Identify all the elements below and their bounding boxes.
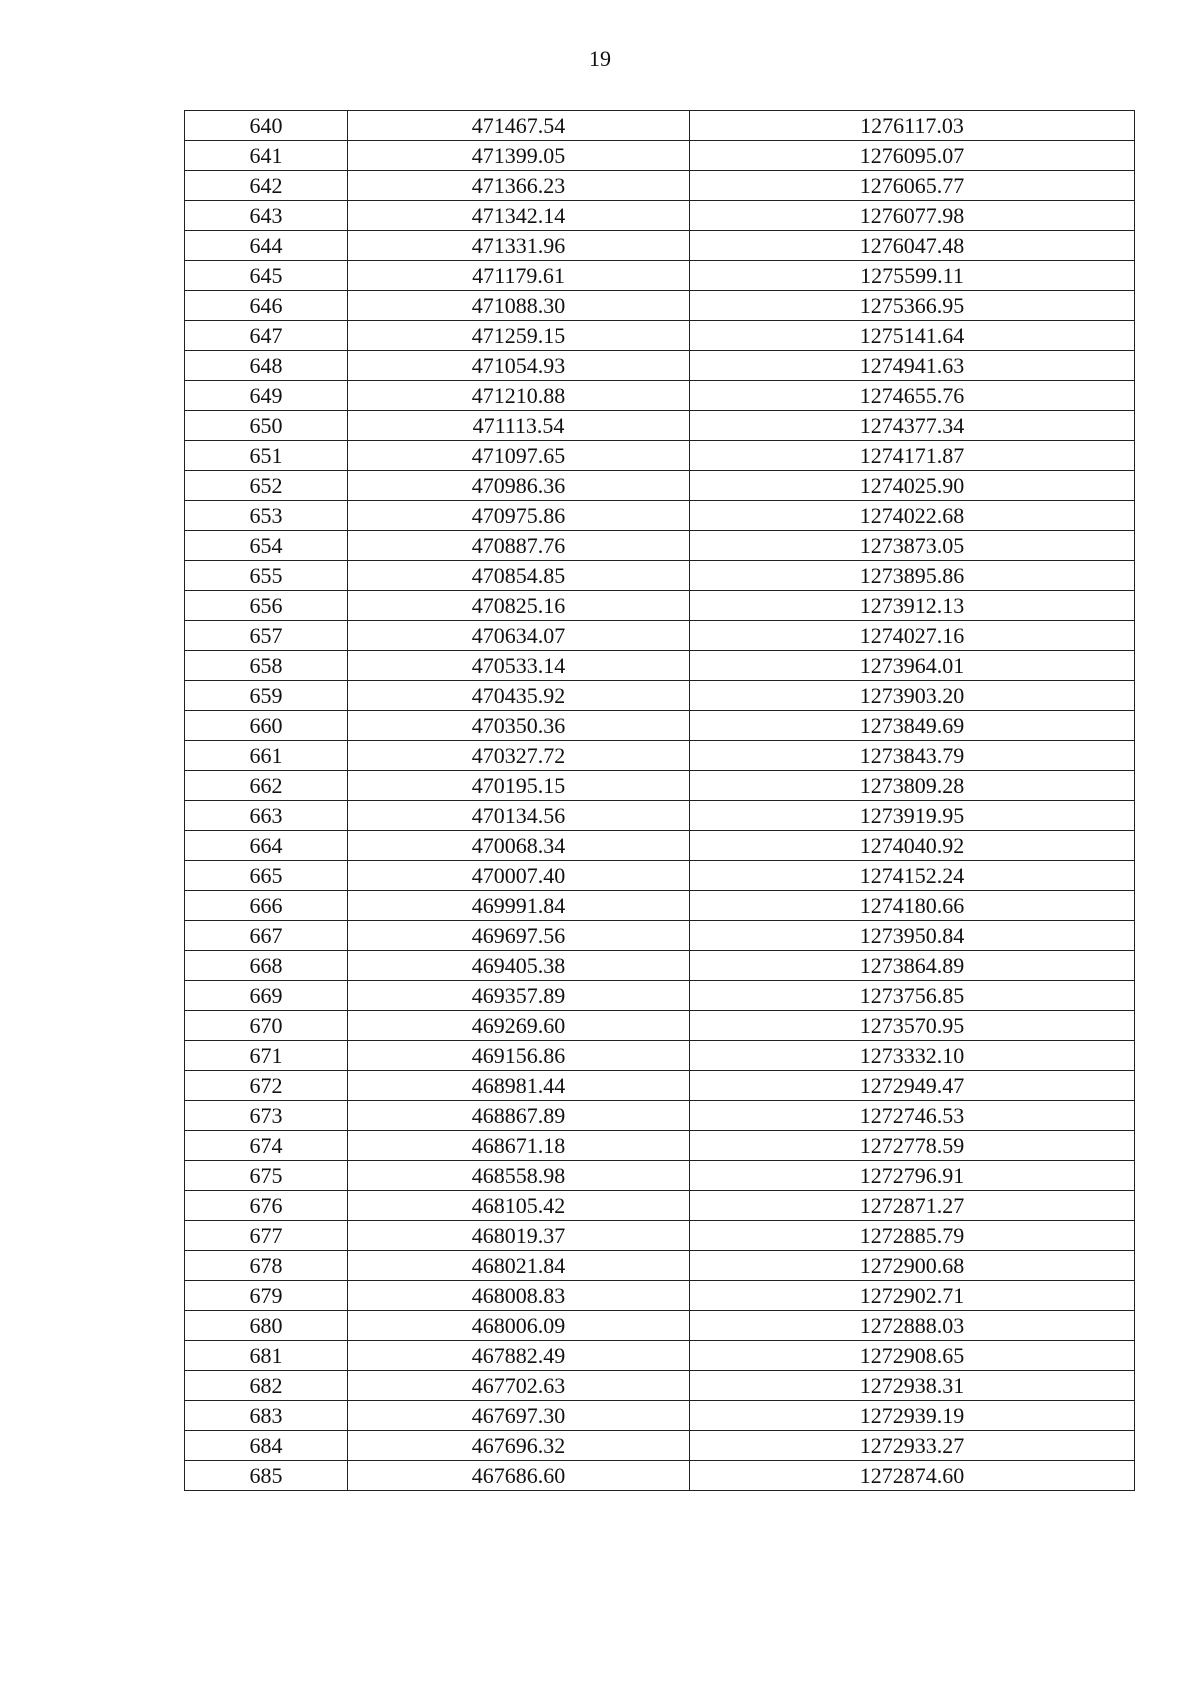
point-number-cell: 660 <box>185 711 348 741</box>
table-row <box>185 1311 1135 1341</box>
table-row <box>185 471 1135 501</box>
y-coordinate-cell: 1273873.05 <box>690 531 1135 561</box>
table-row <box>185 861 1135 891</box>
y-coordinate-cell: 1272778.59 <box>690 1131 1135 1161</box>
point-number-cell: 644 <box>185 231 348 261</box>
point-number-cell: 678 <box>185 1251 348 1281</box>
x-coordinate-cell: 467882.49 <box>348 1341 690 1371</box>
y-coordinate-cell: 1272885.79 <box>690 1221 1135 1251</box>
point-number-cell: 643 <box>185 201 348 231</box>
table-row <box>185 771 1135 801</box>
x-coordinate-cell: 471179.61 <box>348 261 690 291</box>
table-row <box>185 801 1135 831</box>
point-number-cell: 668 <box>185 951 348 981</box>
table-row <box>185 1341 1135 1371</box>
point-number-cell: 661 <box>185 741 348 771</box>
table-row <box>185 201 1135 231</box>
x-coordinate-cell: 467702.63 <box>348 1371 690 1401</box>
y-coordinate-cell: 1272908.65 <box>690 1341 1135 1371</box>
point-number-cell: 658 <box>185 651 348 681</box>
y-coordinate-cell: 1273964.01 <box>690 651 1135 681</box>
x-coordinate-cell: 470887.76 <box>348 531 690 561</box>
y-coordinate-cell: 1272938.31 <box>690 1371 1135 1401</box>
point-number-cell: 666 <box>185 891 348 921</box>
x-coordinate-cell: 468021.84 <box>348 1251 690 1281</box>
y-coordinate-cell: 1272871.27 <box>690 1191 1135 1221</box>
y-coordinate-cell: 1274027.16 <box>690 621 1135 651</box>
x-coordinate-cell: 471054.93 <box>348 351 690 381</box>
x-coordinate-cell: 469357.89 <box>348 981 690 1011</box>
table-row <box>185 951 1135 981</box>
x-coordinate-cell: 468008.83 <box>348 1281 690 1311</box>
x-coordinate-cell: 469269.60 <box>348 1011 690 1041</box>
y-coordinate-cell: 1276077.98 <box>690 201 1135 231</box>
table-row <box>185 321 1135 351</box>
point-number-cell: 665 <box>185 861 348 891</box>
y-coordinate-cell: 1273903.20 <box>690 681 1135 711</box>
point-number-cell: 662 <box>185 771 348 801</box>
table-row <box>185 111 1135 141</box>
x-coordinate-cell: 471113.54 <box>348 411 690 441</box>
y-coordinate-cell: 1274941.63 <box>690 351 1135 381</box>
x-coordinate-cell: 468105.42 <box>348 1191 690 1221</box>
point-number-cell: 684 <box>185 1431 348 1461</box>
y-coordinate-cell: 1273843.79 <box>690 741 1135 771</box>
y-coordinate-cell: 1276095.07 <box>690 141 1135 171</box>
x-coordinate-cell: 470975.86 <box>348 501 690 531</box>
table-row <box>185 411 1135 441</box>
point-number-cell: 674 <box>185 1131 348 1161</box>
y-coordinate-cell: 1272796.91 <box>690 1161 1135 1191</box>
point-number-cell: 647 <box>185 321 348 351</box>
x-coordinate-cell: 471088.30 <box>348 291 690 321</box>
coordinates-table-container <box>184 110 1135 1491</box>
y-coordinate-cell: 1272900.68 <box>690 1251 1135 1281</box>
point-number-cell: 651 <box>185 441 348 471</box>
table-row <box>185 591 1135 621</box>
table-row <box>185 1131 1135 1161</box>
x-coordinate-cell: 470986.36 <box>348 471 690 501</box>
table-row <box>185 981 1135 1011</box>
x-coordinate-cell: 471259.15 <box>348 321 690 351</box>
x-coordinate-cell: 468019.37 <box>348 1221 690 1251</box>
x-coordinate-cell: 470068.34 <box>348 831 690 861</box>
table-row <box>185 561 1135 591</box>
y-coordinate-cell: 1272746.53 <box>690 1101 1135 1131</box>
coordinates-table-body <box>185 111 1135 1491</box>
point-number-cell: 669 <box>185 981 348 1011</box>
x-coordinate-cell: 470327.72 <box>348 741 690 771</box>
y-coordinate-cell: 1276065.77 <box>690 171 1135 201</box>
y-coordinate-cell: 1276117.03 <box>690 111 1135 141</box>
table-row <box>185 531 1135 561</box>
table-row <box>185 1071 1135 1101</box>
point-number-cell: 671 <box>185 1041 348 1071</box>
point-number-cell: 685 <box>185 1461 348 1491</box>
point-number-cell: 653 <box>185 501 348 531</box>
table-row <box>185 1281 1135 1311</box>
x-coordinate-cell: 468558.98 <box>348 1161 690 1191</box>
table-row <box>185 651 1135 681</box>
x-coordinate-cell: 470007.40 <box>348 861 690 891</box>
x-coordinate-cell: 471097.65 <box>348 441 690 471</box>
point-number-cell: 646 <box>185 291 348 321</box>
point-number-cell: 663 <box>185 801 348 831</box>
y-coordinate-cell: 1274022.68 <box>690 501 1135 531</box>
table-row <box>185 351 1135 381</box>
y-coordinate-cell: 1273332.10 <box>690 1041 1135 1071</box>
x-coordinate-cell: 467697.30 <box>348 1401 690 1431</box>
y-coordinate-cell: 1274025.90 <box>690 471 1135 501</box>
point-number-cell: 664 <box>185 831 348 861</box>
table-row <box>185 1041 1135 1071</box>
y-coordinate-cell: 1272888.03 <box>690 1311 1135 1341</box>
point-number-cell: 652 <box>185 471 348 501</box>
x-coordinate-cell: 470533.14 <box>348 651 690 681</box>
y-coordinate-cell: 1274040.92 <box>690 831 1135 861</box>
x-coordinate-cell: 470435.92 <box>348 681 690 711</box>
y-coordinate-cell: 1275599.11 <box>690 261 1135 291</box>
y-coordinate-cell: 1273570.95 <box>690 1011 1135 1041</box>
table-row <box>185 1371 1135 1401</box>
table-row <box>185 1221 1135 1251</box>
table-row <box>185 621 1135 651</box>
table-row <box>185 741 1135 771</box>
y-coordinate-cell: 1273864.89 <box>690 951 1135 981</box>
y-coordinate-cell: 1273950.84 <box>690 921 1135 951</box>
y-coordinate-cell: 1274655.76 <box>690 381 1135 411</box>
point-number-cell: 642 <box>185 171 348 201</box>
point-number-cell: 670 <box>185 1011 348 1041</box>
point-number-cell: 672 <box>185 1071 348 1101</box>
point-number-cell: 650 <box>185 411 348 441</box>
x-coordinate-cell: 468867.89 <box>348 1101 690 1131</box>
point-number-cell: 680 <box>185 1311 348 1341</box>
y-coordinate-cell: 1272939.19 <box>690 1401 1135 1431</box>
point-number-cell: 649 <box>185 381 348 411</box>
table-row <box>185 501 1135 531</box>
x-coordinate-cell: 470350.36 <box>348 711 690 741</box>
x-coordinate-cell: 470634.07 <box>348 621 690 651</box>
table-row <box>185 1251 1135 1281</box>
y-coordinate-cell: 1274180.66 <box>690 891 1135 921</box>
point-number-cell: 657 <box>185 621 348 651</box>
point-number-cell: 655 <box>185 561 348 591</box>
x-coordinate-cell: 471366.23 <box>348 171 690 201</box>
point-number-cell: 656 <box>185 591 348 621</box>
x-coordinate-cell: 467686.60 <box>348 1461 690 1491</box>
y-coordinate-cell: 1274377.34 <box>690 411 1135 441</box>
point-number-cell: 675 <box>185 1161 348 1191</box>
table-row <box>185 231 1135 261</box>
point-number-cell: 682 <box>185 1371 348 1401</box>
x-coordinate-cell: 468671.18 <box>348 1131 690 1161</box>
y-coordinate-cell: 1273809.28 <box>690 771 1135 801</box>
point-number-cell: 659 <box>185 681 348 711</box>
x-coordinate-cell: 470825.16 <box>348 591 690 621</box>
point-number-cell: 673 <box>185 1101 348 1131</box>
y-coordinate-cell: 1273912.13 <box>690 591 1135 621</box>
table-row <box>185 1101 1135 1131</box>
y-coordinate-cell: 1273756.85 <box>690 981 1135 1011</box>
point-number-cell: 667 <box>185 921 348 951</box>
table-row <box>185 261 1135 291</box>
point-number-cell: 677 <box>185 1221 348 1251</box>
y-coordinate-cell: 1276047.48 <box>690 231 1135 261</box>
y-coordinate-cell: 1272933.27 <box>690 1431 1135 1461</box>
x-coordinate-cell: 471210.88 <box>348 381 690 411</box>
point-number-cell: 681 <box>185 1341 348 1371</box>
y-coordinate-cell: 1275141.64 <box>690 321 1135 351</box>
table-row <box>185 1011 1135 1041</box>
y-coordinate-cell: 1275366.95 <box>690 291 1135 321</box>
table-row <box>185 1191 1135 1221</box>
x-coordinate-cell: 469991.84 <box>348 891 690 921</box>
x-coordinate-cell: 467696.32 <box>348 1431 690 1461</box>
table-row <box>185 141 1135 171</box>
x-coordinate-cell: 471342.14 <box>348 201 690 231</box>
x-coordinate-cell: 469156.86 <box>348 1041 690 1071</box>
point-number-cell: 645 <box>185 261 348 291</box>
x-coordinate-cell: 468981.44 <box>348 1071 690 1101</box>
point-number-cell: 676 <box>185 1191 348 1221</box>
y-coordinate-cell: 1274152.24 <box>690 861 1135 891</box>
y-coordinate-cell: 1272874.60 <box>690 1461 1135 1491</box>
point-number-cell: 679 <box>185 1281 348 1311</box>
y-coordinate-cell: 1274171.87 <box>690 441 1135 471</box>
point-number-cell: 648 <box>185 351 348 381</box>
point-number-cell: 641 <box>185 141 348 171</box>
x-coordinate-cell: 470195.15 <box>348 771 690 801</box>
table-row <box>185 831 1135 861</box>
table-row <box>185 1461 1135 1491</box>
table-row <box>185 1401 1135 1431</box>
table-row <box>185 1431 1135 1461</box>
y-coordinate-cell: 1272902.71 <box>690 1281 1135 1311</box>
point-number-cell: 654 <box>185 531 348 561</box>
x-coordinate-cell: 470854.85 <box>348 561 690 591</box>
table-row <box>185 171 1135 201</box>
y-coordinate-cell: 1273849.69 <box>690 711 1135 741</box>
x-coordinate-cell: 471399.05 <box>348 141 690 171</box>
point-number-cell: 640 <box>185 111 348 141</box>
x-coordinate-cell: 470134.56 <box>348 801 690 831</box>
table-row <box>185 441 1135 471</box>
coordinates-table <box>184 110 1135 1491</box>
table-row <box>185 1161 1135 1191</box>
table-row <box>185 291 1135 321</box>
table-row <box>185 381 1135 411</box>
x-coordinate-cell: 468006.09 <box>348 1311 690 1341</box>
table-row <box>185 711 1135 741</box>
x-coordinate-cell: 469697.56 <box>348 921 690 951</box>
point-number-cell: 683 <box>185 1401 348 1431</box>
x-coordinate-cell: 471331.96 <box>348 231 690 261</box>
page-number: 19 <box>589 46 611 71</box>
table-row <box>185 921 1135 951</box>
x-coordinate-cell: 471467.54 <box>348 111 690 141</box>
y-coordinate-cell: 1273895.86 <box>690 561 1135 591</box>
y-coordinate-cell: 1273919.95 <box>690 801 1135 831</box>
x-coordinate-cell: 469405.38 <box>348 951 690 981</box>
table-row <box>185 891 1135 921</box>
table-row <box>185 681 1135 711</box>
y-coordinate-cell: 1272949.47 <box>690 1071 1135 1101</box>
